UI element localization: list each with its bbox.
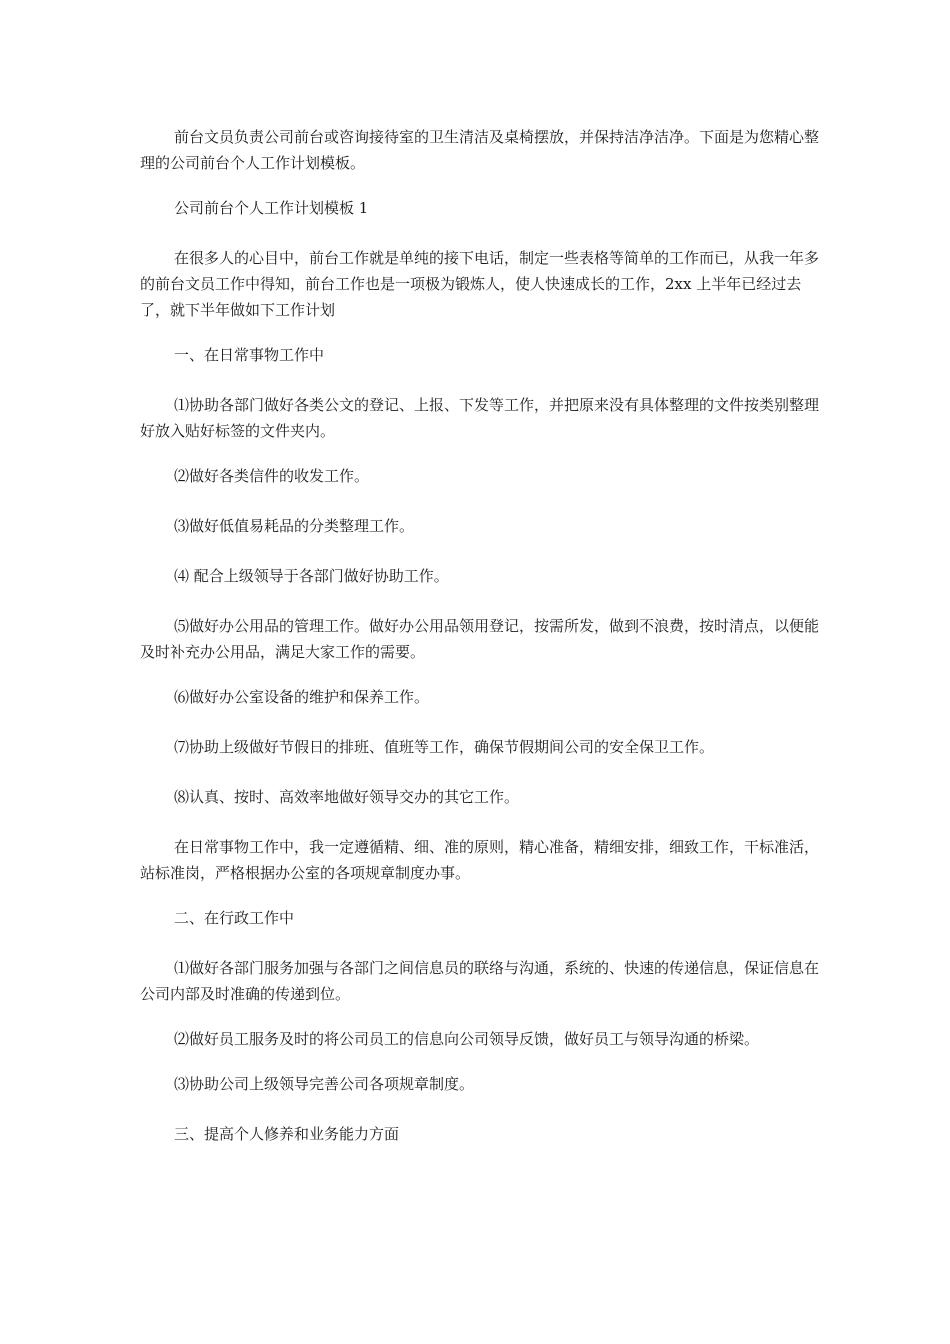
list-item: ⑶协助公司上级领导完善公司各项规章制度。: [174, 1075, 475, 1093]
list-item: ⑵做好员工服务及时的将公司员工的信息向公司领导反馈，做好员工与领导沟通的桥梁。: [174, 1030, 760, 1048]
section-heading-2: 二、在行政工作中: [174, 909, 295, 927]
list-item: ⑺协助上级做好节假日的排班、值班等工作，确保节假期间公司的安全保卫工作。: [174, 738, 715, 756]
list-item: ⑸做好办公用品的管理工作。做好办公用品领用登记，按需所发，做到不浪费，按时清点，以便能及时补充办公用品，满足大家工作的需要。: [140, 617, 820, 661]
list-item: ⑻认真、按时、高效率地做好领导交办的其它工作。: [174, 788, 520, 806]
list-item: ⑴协助各部门做好各类公文的登记、上报、下发等工作，并把原来没有具体整理的文件按类别整理好放入贴好标签的文件夹内。: [140, 396, 820, 440]
summary-paragraph: 在日常事物工作中，我一定遵循精、细、准的原则，精心准备，精细安排，细致工作，干标准活，站标准岗，严格根据办公室的各项规章制度办事。: [140, 838, 820, 882]
section-heading-1: 一、在日常事物工作中: [174, 346, 325, 364]
section-heading-3: 三、提高个人修养和业务能力方面: [174, 1125, 400, 1143]
document-body: [140, 124, 820, 1171]
template-title: 公司前台个人工作计划模板 1: [174, 199, 369, 217]
list-item: ⑵做好各类信件的收发工作。: [174, 467, 370, 485]
list-item: ⑶做好低值易耗品的分类整理工作。: [174, 517, 415, 535]
list-item: ⑴做好各部门服务加强与各部门之间信息员的联络与沟通，系统的、快速的传递信息，保证信息在公司内部及时准确的传递到位。: [140, 959, 820, 1003]
list-item: ⑷ 配合上级领导于各部门做好协助工作。: [174, 567, 449, 585]
list-item: ⑹做好办公室设备的维护和保养工作。: [174, 688, 430, 706]
opening-paragraph: 在很多人的心目中，前台工作就是单纯的接下电话，制定一些表格等简单的工作而已，从我一年多的前台文员工作中得知，前台工作也是一项极为锻炼人，使人快速成长的工作，2xx 上半年已经过去了，就下半年做如下工作计划: [140, 249, 820, 319]
intro-paragraph: 前台文员负责公司前台或咨询接待室的卫生清洁及桌椅摆放，并保持洁净洁净。下面是为您精心整理的公司前台个人工作计划模板。: [140, 128, 820, 172]
